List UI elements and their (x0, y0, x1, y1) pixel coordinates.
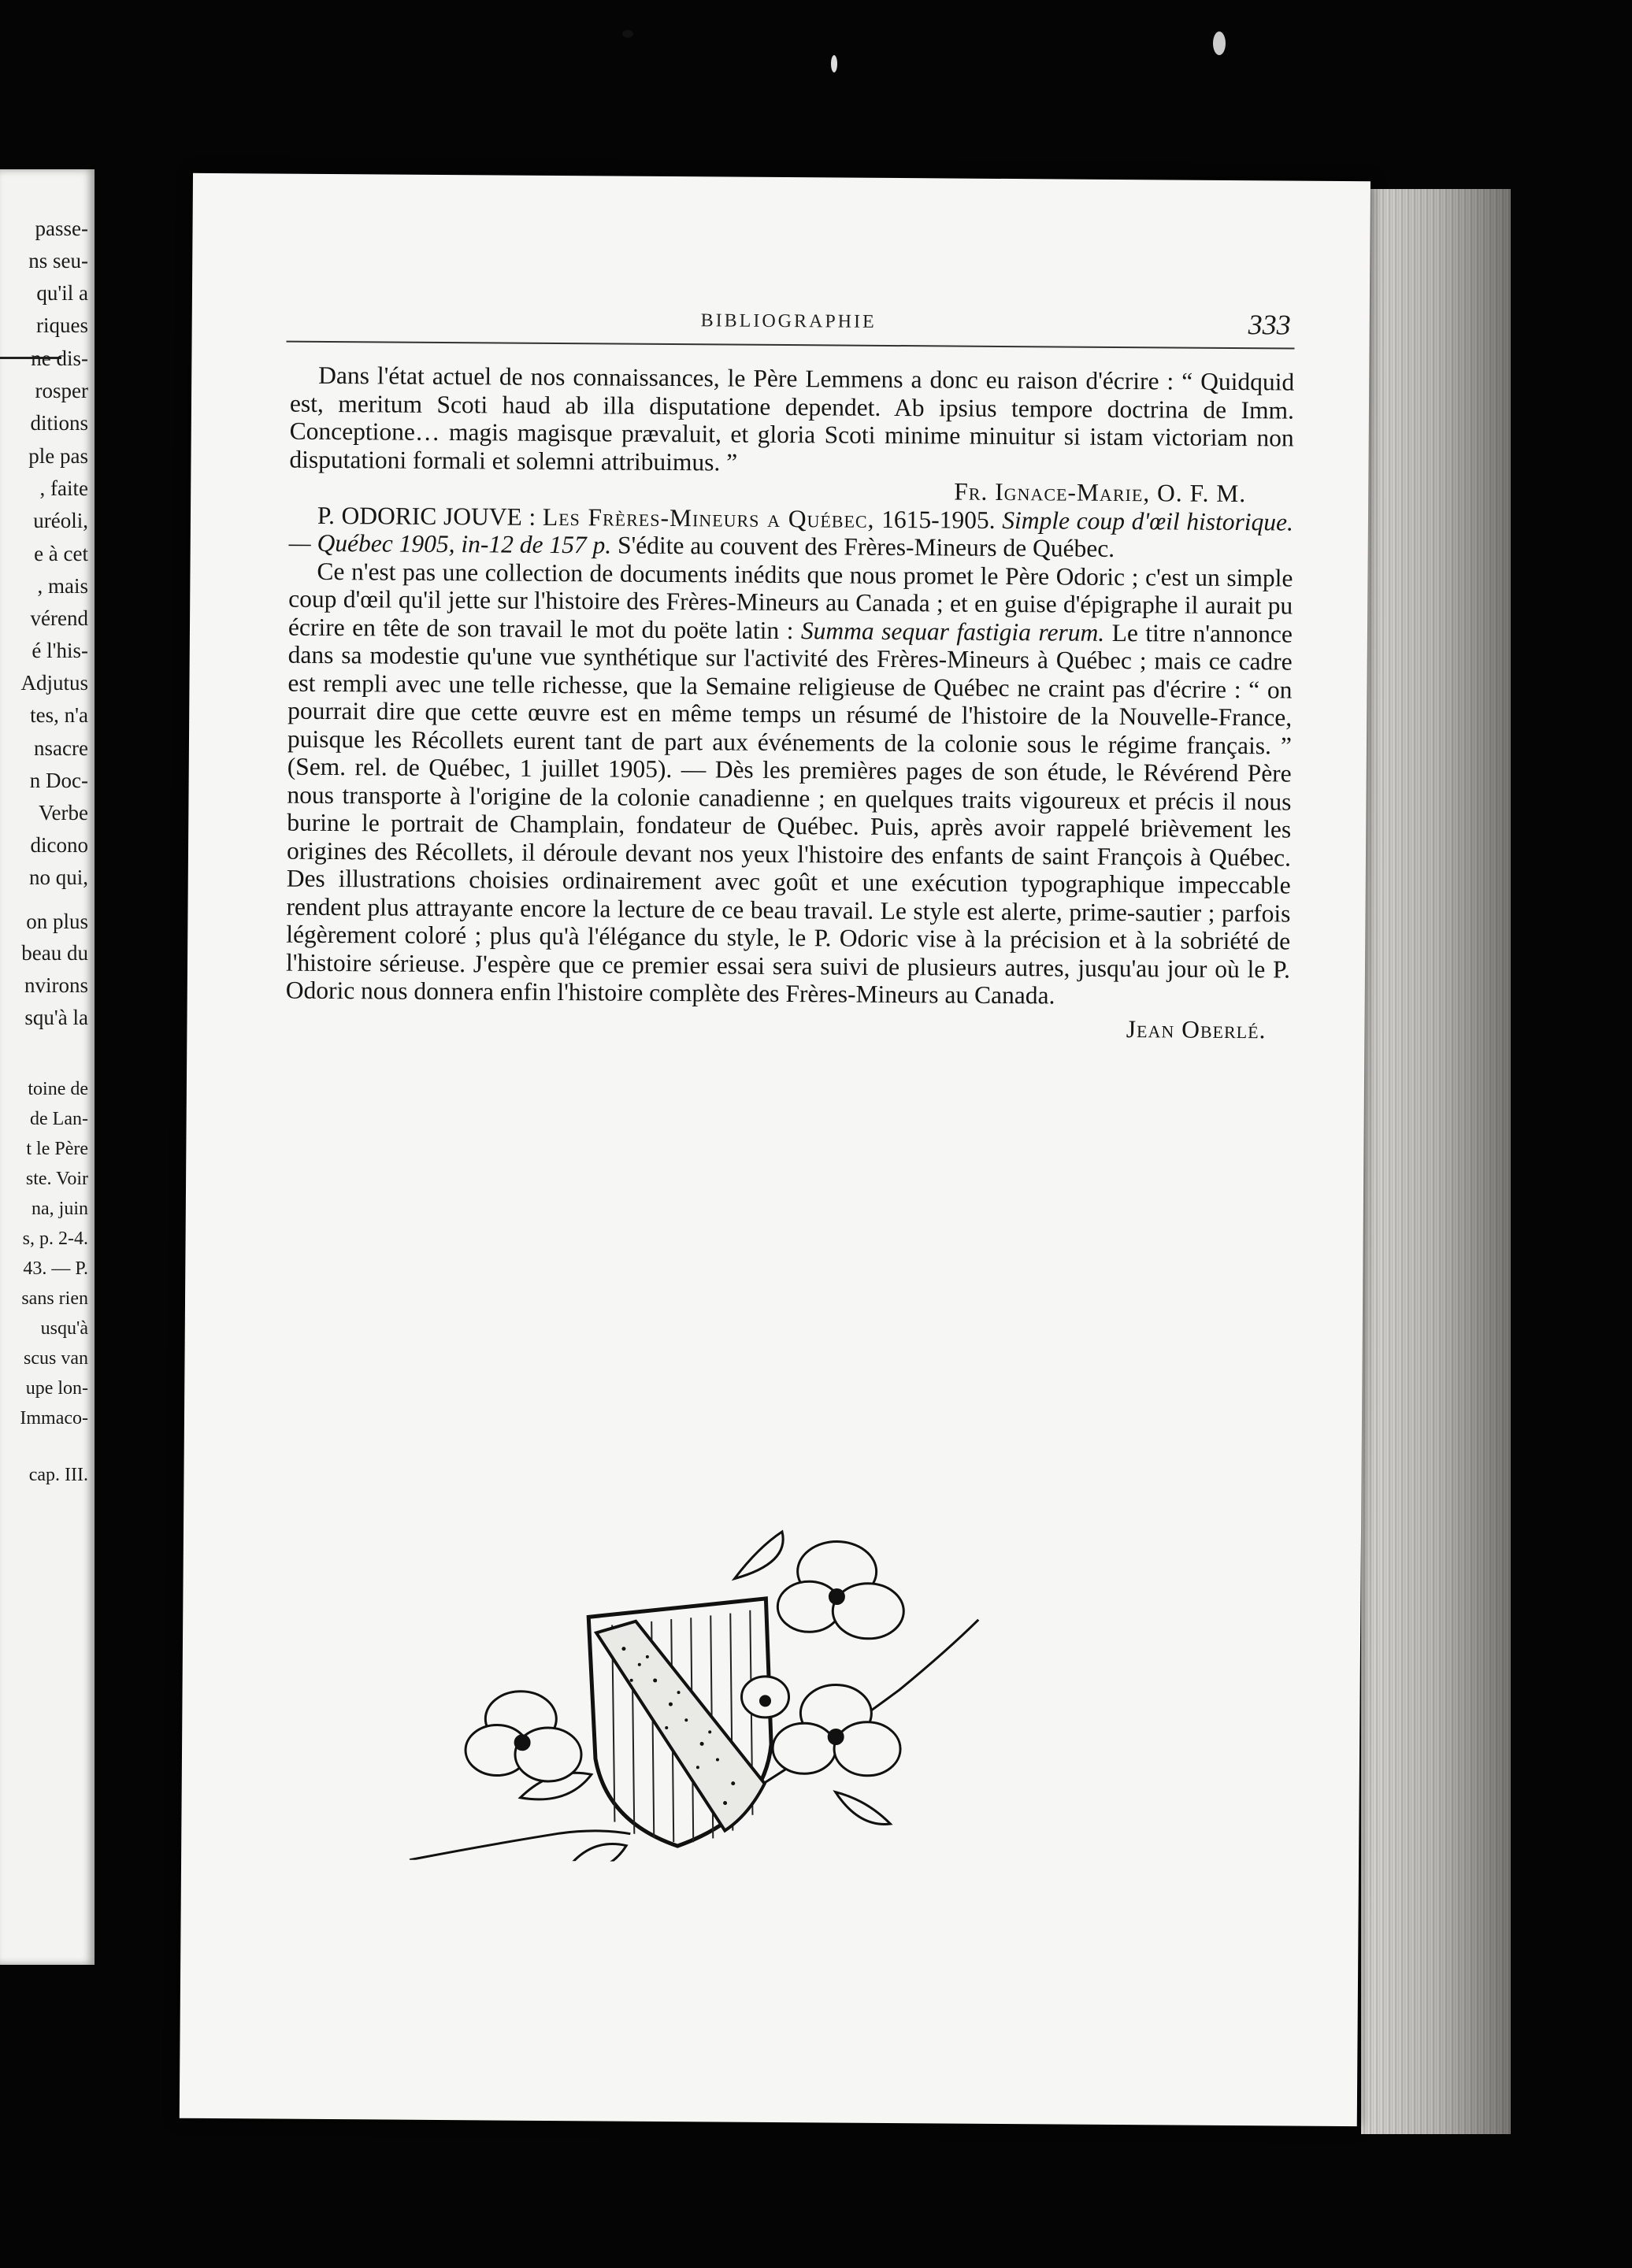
page-body (285, 361, 1294, 1044)
left-page-line-fragment: passe- (35, 217, 88, 240)
left-page-line-fragment: usqu'à (40, 1318, 88, 1339)
left-page-line-fragment: rosper (35, 379, 88, 402)
left-page-line-fragment: , mais (37, 574, 88, 598)
entry-dates: 1615-1905. (881, 505, 996, 534)
entry-title: Les Frères-Mineurs a Québec, (542, 502, 875, 533)
left-page-line-fragment: squ'à la (24, 1006, 88, 1029)
leaf-icon (835, 1792, 890, 1825)
left-page-line-fragment: de Lan- (30, 1109, 88, 1129)
left-page-line-fragment: tes, n'a (30, 703, 88, 727)
review-text-start: Ce n'est pas une collection de documents inédits que nous promet le Père Odoric ; c'est un simple coup d'œil qu'il jette sur l'histoire des Frères-Mineurs au Canada ; et en guise d'épigraphe il aurait pu écrire en tête de son travail le mot du poëte latin : (287, 557, 1293, 644)
left-page-line-fragment: e à cet (34, 542, 88, 565)
left-page-line-fragment: ns seu- (28, 249, 88, 272)
left-page-line-fragment: upe lon- (25, 1378, 88, 1399)
left-page-line-fragment: Verbe (39, 801, 88, 825)
left-page-line-fragment: nsacre (34, 736, 88, 760)
left-page-line-fragment: n Doc- (29, 769, 88, 792)
left-page-line-fragment: vérend (30, 606, 88, 630)
paragraph-lemmens: Dans l'état actuel de nos connaissances, le Père Lemmens a donc eu raison d'écrire : “ Quidquid est, meritum Scoti haud ab illa disputatione dependet. Ab ipsius tempore doctrina de Imm. Conceptione… magis magisque prævaluit, et gloria Scoti minime minuitur si istam victoriam non disputationi formali et solemni attribuimus. ” (289, 361, 1295, 476)
dust-speck (1213, 32, 1226, 55)
left-page-line-fragment: scus van (24, 1348, 88, 1369)
left-page-line-fragment: ne dis- (31, 346, 88, 370)
left-page-line-fragment: , faite (39, 476, 88, 500)
pansy-flower-icon (773, 1684, 901, 1776)
leaf-icon (567, 1844, 626, 1864)
bibliographic-entry (289, 501, 1293, 564)
left-page-line-fragment: Adjutus (20, 671, 88, 695)
previous-page-fragment (0, 169, 95, 1965)
signature-ignace-marie: Fr. Ignace-Marie, O. F. M. (954, 477, 1247, 508)
left-page-line-fragment: s, p. 2-4. (22, 1228, 88, 1249)
dust-speck (831, 55, 837, 72)
left-page-line-fragment: riques (36, 313, 88, 337)
entry-publisher: S'édite au couvent des Frères-Mineurs de Québec. (617, 531, 1115, 562)
left-page-line-fragment: nvirons (24, 973, 88, 997)
left-page-line-fragment: na, juin (32, 1199, 88, 1219)
review-paragraph (286, 557, 1293, 1011)
left-page-line-fragment: toine de (28, 1079, 88, 1099)
left-page-line-fragment: on plus (26, 910, 88, 933)
left-page-line-fragment: cap. III. (28, 1465, 88, 1485)
latin-quote: Summa sequar fastigia rerum. (800, 616, 1105, 647)
left-page-line-fragment: uréoli, (33, 509, 88, 532)
shield-icon (587, 1597, 772, 1847)
left-page-line-fragment: ple pas (28, 444, 88, 468)
running-head: BIBLIOGRAPHIE (700, 310, 877, 332)
review-text-end: Le titre n'annonce dans sa modestie qu'une vue synthétique sur l'activité des Frères-Mineurs à Québec ; mais ce cadre est rempli avec une telle richesse, que la Semaine religieuse de Québec ne craint pas d'écrire : “ on pourrait dire que cette œuvre est en même temps un résumé de l'histoire de la Nouvelle-France, puisque les Récollets eurent tant de part aux événements de la colonie sous le régime français. ” (Sem. rel. de Québec, 1 juillet 1905). — Dès les premières pages de son étude, le Révérend Père nous transporte à l'origine de la colonie canadienne ; en quelques traits vigoureux et précis il nous burine le portrait de Champlain, fondateur de Québec. Puis, après avoir rappelé brièvement les origines des Récollets, il déroule devant nos yeux l'histoire des enfants de saint François à Québec. Des illustrations choisies ordinairement avec goût et une exécution typographique impeccable rendent plus attrayante encore la lecture de ce beau travail. Le style est alerte, prime-sautier ; parfois légèrement coloré ; plus qu'à l'élégance du style, le P. Odoric vise à la précision et à la sobriété de l'histoire sérieuse. J'espère que ce premier essai sera suivi de plusieurs autres, jusqu'au jour où le P. Odoric nous donnera enfin l'histoire complète des Frères-Mineurs au Canada. (285, 618, 1293, 1010)
left-page-line-fragment: é l'his- (32, 639, 88, 662)
left-page-line-fragment: ditions (30, 411, 88, 435)
left-page-line-fragment: ste. Voir (25, 1169, 88, 1189)
left-page-line-fragment: sans rien (21, 1288, 88, 1309)
left-page-line-fragment: beau du (21, 941, 88, 965)
leaf-icon (735, 1532, 784, 1579)
book-page-edges (1361, 189, 1511, 2134)
coat-of-arms-vignette (394, 1521, 995, 1864)
signature-oberle: Jean Oberlé. (1126, 1014, 1267, 1043)
left-page-line-fragment: Immaco- (20, 1408, 88, 1429)
left-page-line-fragment: t le Père (26, 1139, 88, 1159)
dust-speck (622, 30, 633, 38)
left-page-line-fragment: no qui, (28, 865, 88, 889)
pansy-flower-icon (777, 1541, 904, 1639)
left-page-line-fragment: 43. — P. (23, 1258, 88, 1279)
page-number: 333 (1248, 309, 1291, 341)
book-page (180, 173, 1371, 2126)
left-page-line-fragment: dicono (30, 833, 88, 857)
pansy-flower-icon (741, 1677, 788, 1718)
left-page-line-fragment: qu'il a (36, 281, 88, 305)
entry-author: P. ODORIC JOUVE : (317, 501, 536, 531)
pansy-flower-icon (465, 1691, 582, 1781)
entry-subtitle: Simple coup d'œil historique. — Québec 1905, in-12 de 157 p. (288, 506, 1294, 559)
